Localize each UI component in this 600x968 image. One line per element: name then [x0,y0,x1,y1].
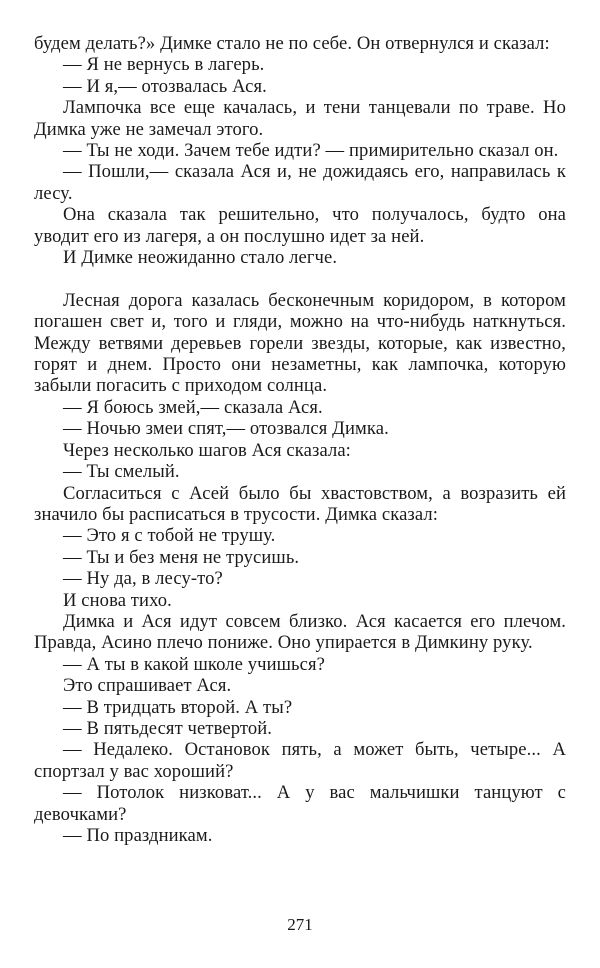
paragraph: Димка и Ася идут совсем близко. Ася касается его плечом. Правда, Асино плечо пониже. Оно упирается в Димкину руку. [34,610,566,654]
dialogue-line: — Ты не ходи. Зачем тебе идти? — примирительно сказал он. [63,140,559,162]
section-1 [34,33,566,268]
dialogue-line: — Ты и без меня не трусишь. [63,546,300,568]
paragraph: Это спрашивает Ася. [63,675,232,697]
page-number: 271 [287,915,313,934]
paragraph: будем делать?» Димке стало не по себе. Он отвернулся и сказал: [34,33,550,54]
dialogue-line: — Ты смелый. [63,461,180,483]
dialogue-line: — По праздникам. [63,825,213,847]
paragraph: Лесная дорога казалась бесконечным коридором, в котором погашен свет и, того и гляди, можно на что-нибудь наткнуться. Между ветвями деревьев горели звезды, которые, как известно, горят и днем. Просто они незаметны, как лампочка, которую забыли погасить с приходом солнца. [34,289,566,397]
section-2 [34,290,566,847]
dialogue-line: — А ты в какой школе учишься? [63,653,325,675]
paragraph: Согласиться с Асей было бы хвастовством, а возразить ей значило бы расписаться в трусости. Димка сказал: [34,482,566,525]
paragraph: Она сказала так решительно, что получалось, будто она уводит его из лагеря, а он послушно идет за ней. [34,204,566,247]
dialogue-line: — В тридцать второй. А ты? [63,696,293,718]
dialogue-line: — Пошли,— сказала Ася и, не дожидаясь его, направилась к лесу. [34,161,566,204]
paragraph: И снова тихо. [63,589,172,611]
book-page-text [34,33,566,846]
dialogue-line: — В пятьдесят четвертой. [63,717,273,739]
dialogue-line: — Ночью змеи спят,— отозвался Димка. [63,418,389,440]
dialogue-line: — Ну да, в лесу-то? [63,568,223,590]
dialogue-line: — Это я с тобой не трушу. [63,525,276,547]
dialogue-line: — Я не вернусь в лагерь. [63,54,265,76]
dialogue-line: — И я,— отозвалась Ася. [63,75,267,97]
dialogue-line: — Я боюсь змей,— сказала Ася. [63,396,323,418]
dialogue-line: — Недалеко. Остановок пять, а может быть, четыре... А спортзал у вас хороший? [34,739,566,782]
paragraph: И Димке неожиданно стало легче. [63,247,338,269]
paragraph: Через несколько шагов Ася сказала: [63,439,351,461]
section-break [34,268,566,289]
dialogue-line: — Потолок низковат... А у вас мальчишки танцуют с девочками? [34,782,566,825]
paragraph: Лампочка все еще качалась, и тени танцевали по траве. Но Димка уже не замечал этого. [34,97,566,140]
